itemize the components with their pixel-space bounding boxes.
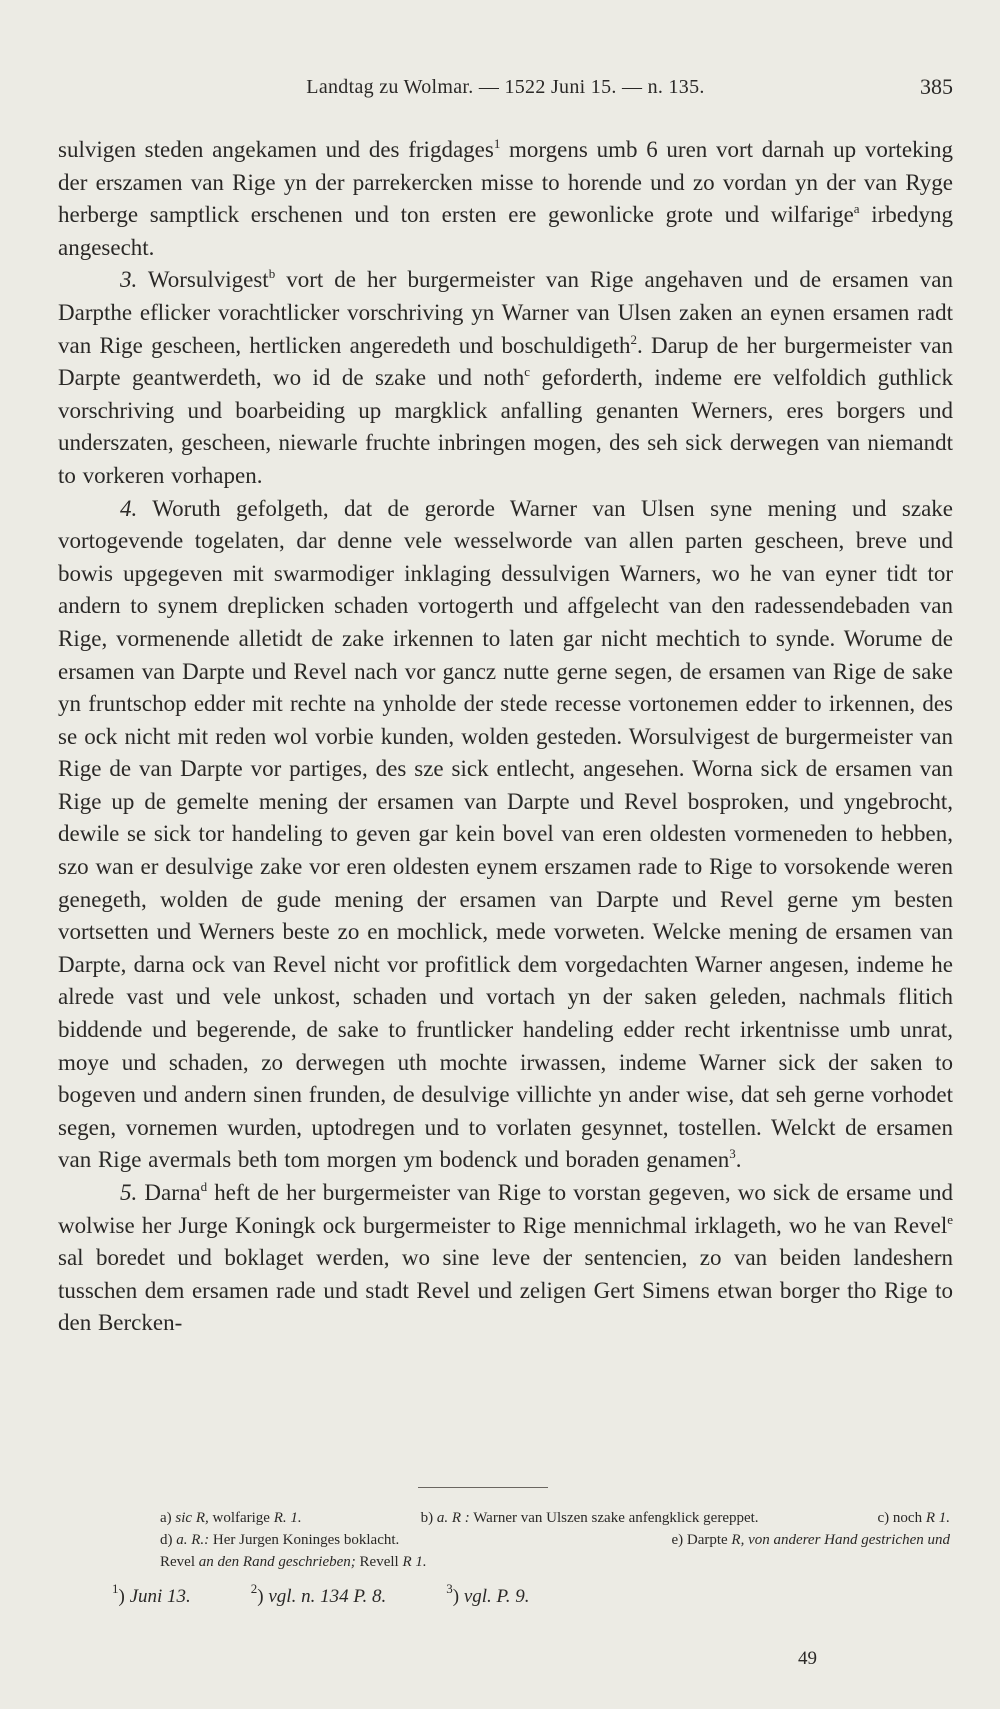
- paragraph-section-3: [58, 264, 953, 492]
- variant-mark: d): [160, 1532, 173, 1548]
- footnote: $^3$) vgl. P. 9.: [446, 1581, 530, 1607]
- text-run: sal boredet und boklaget werden, wo sine leve der sentencien, zo van beiden landeshern tusschen dem ersamen rade und stadt Revel und zeligen Gert Simens etwan borger tho Rige to den Bercken-: [58, 1245, 953, 1336]
- text-run: Darna: [137, 1180, 201, 1205]
- text-run: morgens umb 6 uren vort darnah up vorteking der erszamen van Rige yn der parrekercken misse to horende und zo vordan yn der van Ryge herberge samptlick erschenen und ton ersten ere gewonlicke grote und wilfarige: [58, 137, 953, 228]
- variant-ref: a: [853, 201, 860, 217]
- text-run: .: [735, 1147, 742, 1173]
- variant-text: Revell: [355, 1554, 399, 1570]
- footnote-ref: 1: [493, 136, 501, 151]
- footnote-mark: 3: [446, 1581, 453, 1596]
- section-number: 5.: [120, 1180, 138, 1205]
- variant-italic: a. R.:: [176, 1532, 210, 1548]
- text-run: . Darup de her burgermeister van Darpte geantwerdeth, wo id de szake und noth: [58, 332, 953, 391]
- variant-d: [160, 1529, 399, 1551]
- variant-mark: b): [420, 1510, 434, 1526]
- paragraph-section-5: [58, 1177, 953, 1340]
- variant-ref: b: [268, 266, 276, 282]
- text-run: Woruth gefolgeth, dat de gerorde Warner van Ulsen syne mening und szake vortogevende togelaten, dar denne vele wesselworde van allen parten gescheen, breve und bowis upgegeven mit swarmodiger inklaging dessulvigen Warners, wo he van eyner tidt tor andern to synem dreplicken schaden vortogerth und affgelecht van den radessendebaden van Rige, vormenende alletidt de zake irkennen to laten gar nicht mechtich to synde. Worume de ersamen van Darpte und Revel nach vor gancz nutte gerne segen, de ersamen van Rige de sake yn fruntschop edder mit rechte na ynholde der stede recesse vortonemen edder to irkennen, des se ock nicht mit reden wol vorbie kunden, wolden gesteden. Worsulvigest de burgermeister van Rige de van Darpte vor partiges, des sze sick entlecht, angesehen. Worna sick de ersamen van Rige up de gemelte mening der ersamen van Darpte und Revel bosproken, und yngebrocht, dewile se sick tor handeling to geven gar kein bovel van eren oldesten vormeneden to hebben, szo wan er desulvige zake vor eren oldesten eynem erszamen rade to Rige to vorsokende weren genegeth, wolden de gude mening der ersamen van Darpte und Revel gerne ym besten vortsetten und Werners beste zo en mochlick, mede vorweten. Welcke mening de ersamen van Darpte, darna ock van Revel nicht vor profitlick dem vorgedachten Warner angesen, indeme he alrede vast und vele unkost, schaden und vortach yn der saken geleden, nachmals flitich biddende und begerende, de sake to fruntlicker handeling edder recht irkentnisse umb unrat, moye und schaden, zo derwegen uth mochte irwassen, indeme Warner sick der saken to bogeven und andern sinen frunden, de desulvige villichte yn ander wise, dat seh gerne vorhodet segen, vornemen wurden, uptodregen und to vorlaten gesynnet, tostellen. Welckt de ersamen van Rige avermals beth tom morgen ym bodenck und boraden genamen: [58, 495, 953, 1173]
- footnote: $^2$) vgl. n. 134 P. 8.: [250, 1581, 387, 1607]
- text-run: sulvigen steden angekamen und des frigdages: [58, 137, 494, 162]
- variant-mark: c): [877, 1510, 890, 1526]
- variant-text: Her Jurgen Koninges boklacht.: [209, 1532, 400, 1548]
- page-number: 385: [920, 74, 953, 99]
- page-header: [58, 72, 953, 102]
- variant-text: wolfarige: [208, 1510, 270, 1526]
- body-text: [58, 134, 953, 1340]
- variant-b: [421, 1507, 759, 1529]
- section-number: 3.: [120, 267, 138, 293]
- variant-text: Warner van Ulszen szake anfengklick gereppet.: [469, 1510, 759, 1526]
- footnote-text: vgl. n. 134 P. 8.: [268, 1586, 387, 1607]
- paragraph-continued: [58, 134, 953, 264]
- variant-italic: R 1.: [402, 1554, 427, 1570]
- text-run: irbedyng angesecht.: [58, 202, 953, 260]
- text-run: vort de her burgermeister van Rige angehaven und de ersamen van Darpthe eflicker vorachtlicker vorschriving yn Warner van Ulsen zaken an eynen ersamen radt van Rige gescheen, hertlicken angeredeth und boschuldigeth: [58, 267, 954, 358]
- running-head: Landtag zu Wolmar. — 1522 Juni 15. — n. 135.: [306, 76, 705, 98]
- footnotes: [112, 1581, 812, 1608]
- variant-a: [160, 1507, 302, 1529]
- variant-line: [160, 1507, 950, 1529]
- notes-divider: [418, 1487, 548, 1488]
- variant-text: Revel: [160, 1554, 195, 1570]
- variant-line: [160, 1551, 950, 1573]
- paragraph-section-4: [58, 493, 953, 1177]
- variant-italic: a. R :: [436, 1510, 470, 1526]
- variant-ref: d: [200, 1179, 208, 1194]
- variant-apparatus: [160, 1507, 950, 1573]
- variant-italic: R, von anderer Hand gestrichen und: [731, 1532, 950, 1548]
- footnote-ref: 3: [729, 1146, 736, 1162]
- text-run: geforderth, indeme ere velfoldich guthlick vorschriving und boarbeiding up margklick anfalling genanten Werners, eres borgers und underszaten, gescheen, niewarle fruchte inbringen mogen, des seh sick derwegen van niemandt to vorkeren vorhapen.: [58, 365, 954, 488]
- signature-mark: 49: [798, 1648, 817, 1669]
- variant-italic: sic R,: [175, 1510, 209, 1526]
- variant-ref: e: [947, 1211, 953, 1227]
- text-run: heft de her burgermeister van Rige to vorstan gegeven, wo sick de ersame und wolwise her Jurge Koningk ock burgermeister to Rige mennichmal irklageth, wo he van Revel: [58, 1180, 953, 1238]
- variant-italic: an den Rand geschrieben;: [198, 1554, 356, 1570]
- variant-italic: R 1.: [925, 1510, 950, 1526]
- text-run: Worsulvigest: [137, 267, 269, 293]
- footnote-ref: 2: [630, 331, 637, 347]
- section-number: 4.: [120, 495, 138, 521]
- variant-ref: c: [524, 364, 531, 380]
- variant-italic: R. 1.: [273, 1510, 302, 1526]
- variant-e: [671, 1529, 950, 1551]
- variant-text: Darpte: [683, 1532, 728, 1548]
- footnote-mark: 1: [112, 1581, 119, 1596]
- footnote-mark: 2: [250, 1581, 258, 1596]
- footnote-text: Juni 13.: [129, 1586, 191, 1607]
- footnote-text: vgl. P. 9.: [463, 1586, 530, 1607]
- footnote: $^1$) Juni 13.: [112, 1581, 191, 1607]
- variant-c: [878, 1507, 951, 1529]
- variant-mark: e): [671, 1532, 684, 1548]
- variant-mark: a): [160, 1510, 172, 1526]
- variant-line: [160, 1529, 950, 1551]
- variant-text: noch: [889, 1510, 923, 1526]
